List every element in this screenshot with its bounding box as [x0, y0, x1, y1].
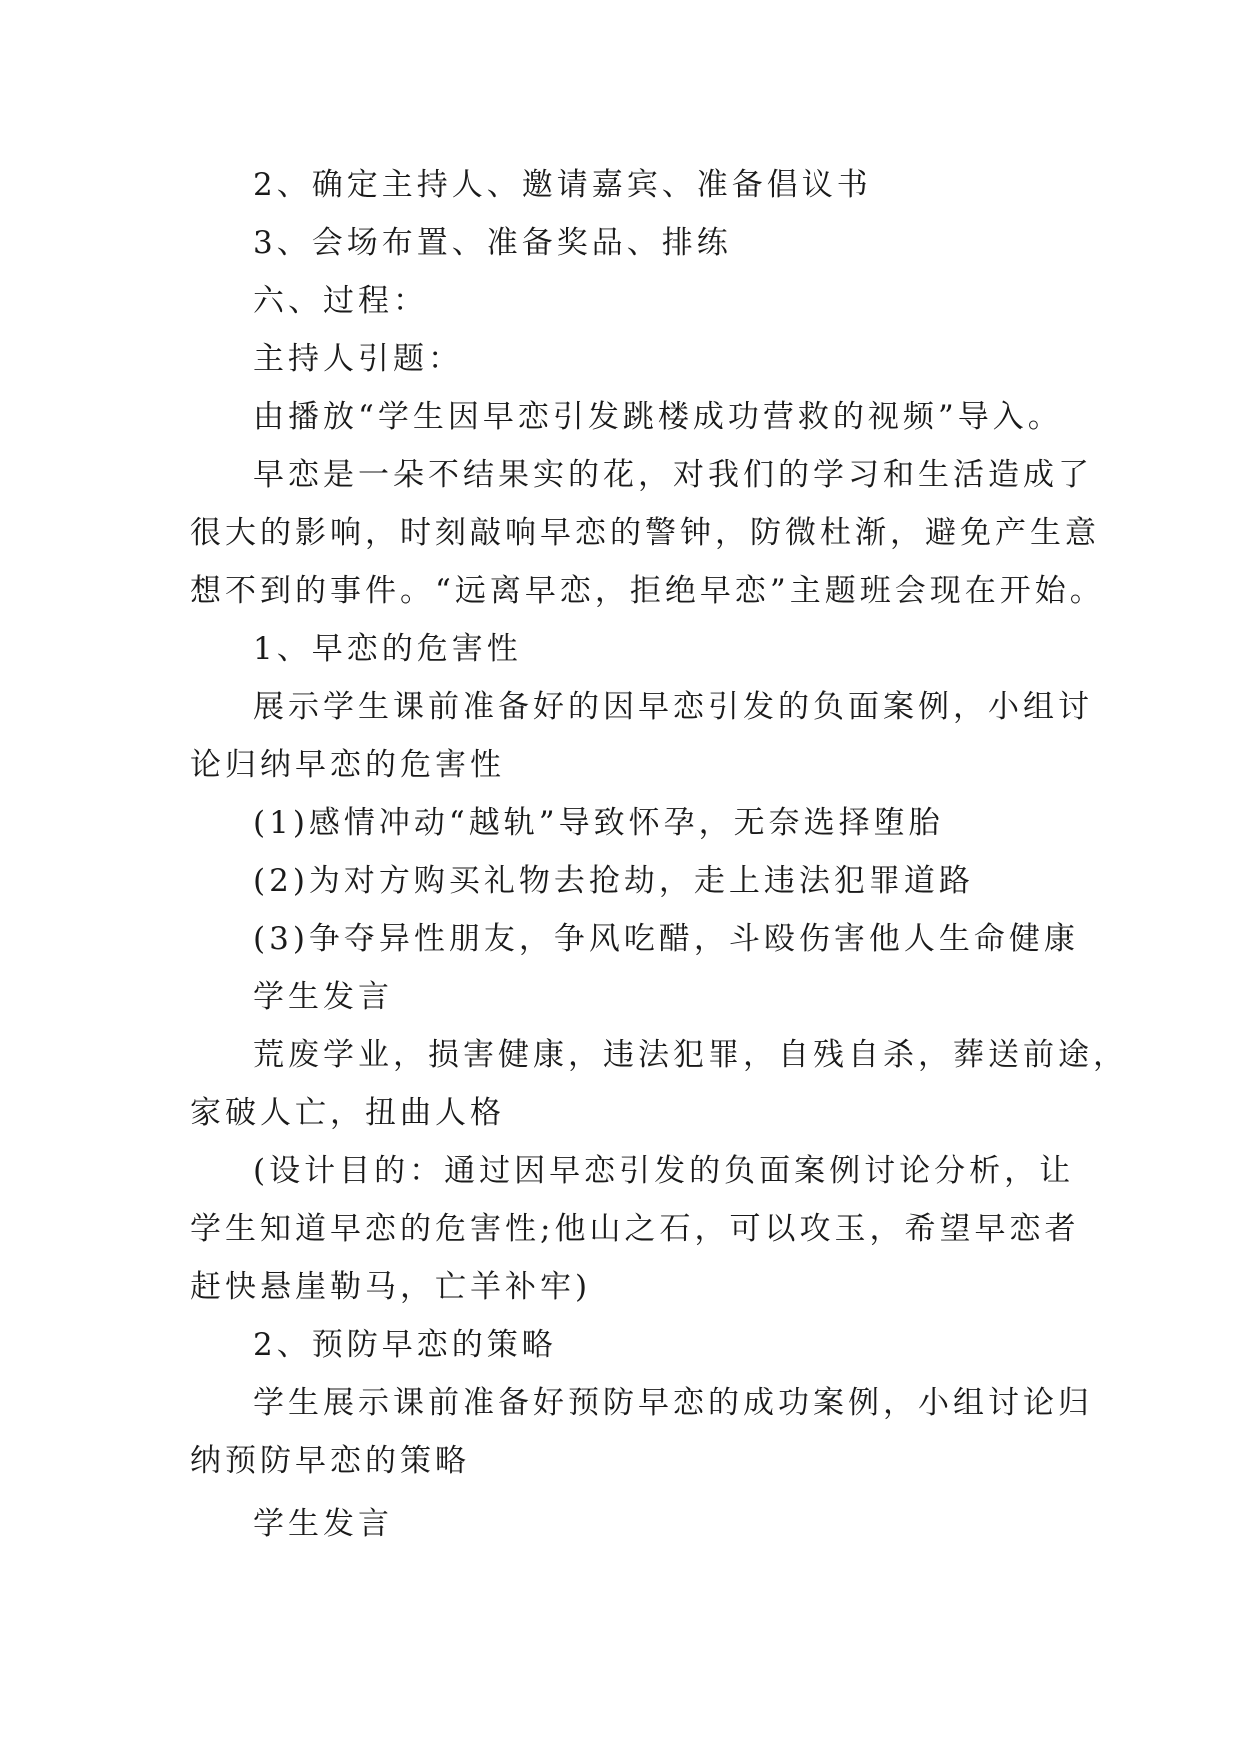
- paragraph-line: 2、确定主持人、邀请嘉宾、准备倡议书: [253, 167, 872, 203]
- paragraph-line: 赶快悬崖勒马，亡羊补牢): [190, 1269, 592, 1305]
- paragraph-line: 展示学生课前准备好的因早恋引发的负面案例，小组讨: [253, 689, 1093, 725]
- paragraph-line: 想不到的事件。“远离早恋，拒绝早恋”主题班会现在开始。: [190, 573, 1105, 609]
- paragraph-line: 纳预防早恋的策略: [190, 1443, 470, 1479]
- paragraph-line: (设计目的：通过因早恋引发的负面案例讨论分析，让: [253, 1153, 1075, 1189]
- list-item: (3)争夺异性朋友，争风吃醋，斗殴伤害他人生命健康: [253, 921, 1079, 957]
- paragraph-line: 由播放“学生因早恋引发跳楼成功营救的视频”导入。: [253, 399, 1063, 435]
- subsection-heading: 2、预防早恋的策略: [253, 1327, 557, 1363]
- paragraph-line: 家破人亡，扭曲人格: [190, 1095, 505, 1131]
- paragraph-line: 早恋是一朵不结果实的花，对我们的学习和生活造成了: [253, 457, 1093, 493]
- list-item: (2)为对方购买礼物去抢劫，走上违法犯罪道路: [253, 863, 974, 899]
- subsection-heading: 1、早恋的危害性: [253, 631, 522, 667]
- paragraph-line: 学生发言: [253, 1506, 393, 1542]
- paragraph-line: 3、会场布置、准备奖品、排练: [253, 225, 732, 261]
- paragraph-line: 荒废学业，损害健康，违法犯罪，自残自杀，葬送前途，: [253, 1037, 1128, 1073]
- paragraph-line: 学生发言: [253, 979, 393, 1015]
- paragraph-line: 主持人引题：: [253, 341, 463, 377]
- paragraph-line: 论归纳早恋的危害性: [190, 747, 505, 783]
- paragraph-line: 学生展示课前准备好预防早恋的成功案例，小组讨论归: [253, 1385, 1093, 1421]
- list-item: (1)感情冲动“越轨”导致怀孕，无奈选择堕胎: [253, 805, 944, 841]
- paragraph-line: 学生知道早恋的危害性;他山之石，可以攻玉，希望早恋者: [190, 1211, 1080, 1247]
- section-heading: 六、过程：: [253, 283, 428, 319]
- paragraph-line: 很大的影响，时刻敲响早恋的警钟，防微杜渐，避免产生意: [190, 515, 1100, 551]
